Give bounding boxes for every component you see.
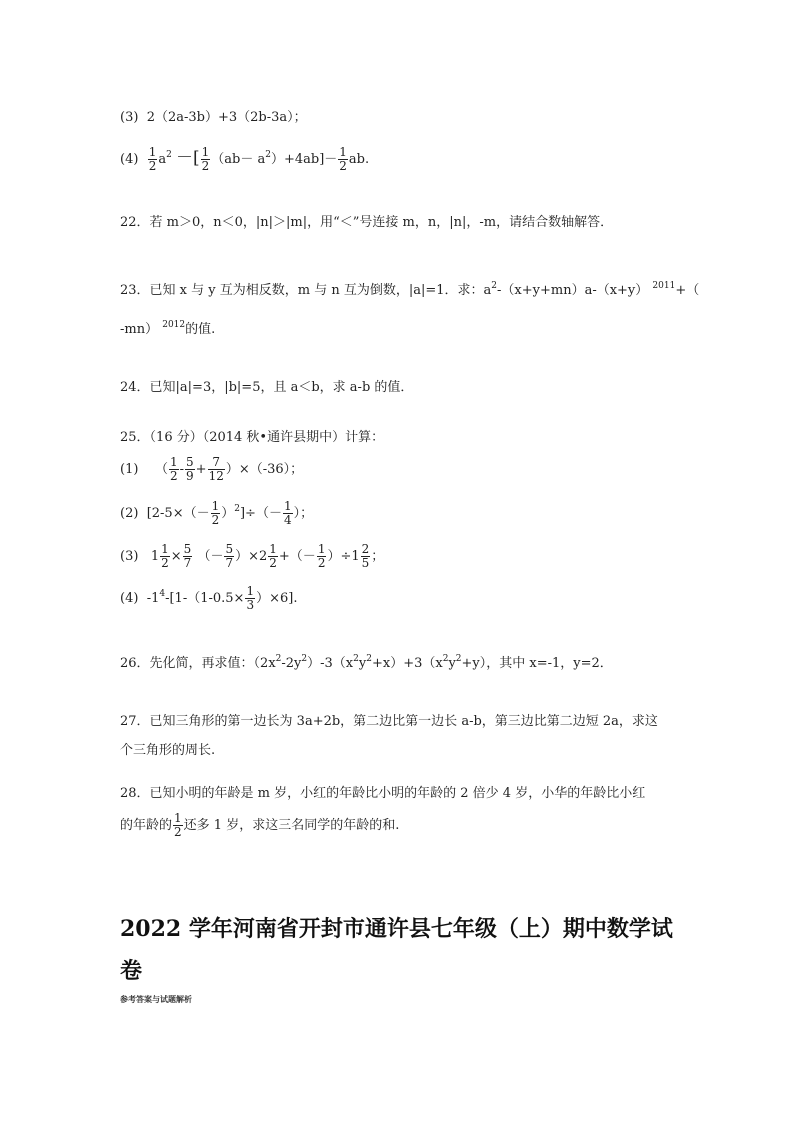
problem-21-3: [120, 110, 307, 126]
var-a: a: [158, 152, 167, 167]
exponent: 2012: [162, 320, 186, 330]
problem-text: 25．（16 分）（2014 秋•通许县期中）计算：: [120, 430, 385, 445]
exam-title-line2: 卷: [120, 958, 143, 984]
problem-25-2: [120, 500, 313, 527]
exponent: 2: [275, 654, 282, 664]
fraction: $\frac{5}{9}$: [186, 455, 194, 483]
operator: ×: [170, 549, 182, 564]
problem-text: 26．先化简，再求值：（2x: [120, 656, 276, 671]
problem-27-line2: [120, 743, 215, 759]
expression: [2-5×（－: [146, 506, 210, 521]
fraction-one-half: $\frac{1}{2}$: [211, 499, 220, 527]
fraction: $\frac{5}{7}$: [183, 542, 192, 570]
item-label: (4): [120, 152, 139, 167]
exponent: 2: [353, 654, 359, 664]
fraction: $\frac{1}{2}$: [269, 542, 277, 570]
expression: ）: [221, 506, 235, 521]
expression: -1: [146, 591, 160, 606]
whole-number: 1: [150, 549, 160, 564]
expression: 2（2a-3b）+3（2b-3a）；: [146, 110, 307, 125]
problem-24: [120, 380, 413, 396]
expression: （ab－ a: [211, 152, 266, 167]
expression: ；: [371, 549, 385, 564]
exponent: 2: [491, 281, 498, 291]
fraction: $\frac{1}{2}$: [169, 455, 178, 483]
problem-28-line1: [120, 786, 645, 802]
exponent: 2: [166, 150, 172, 160]
operator: +: [195, 462, 207, 477]
problem-27-line1: [120, 714, 658, 730]
item-label: (1): [120, 462, 139, 477]
fraction: $\frac{1}{3}$: [246, 584, 255, 612]
expression: ）÷1: [327, 549, 360, 564]
problem-25-head: [120, 430, 384, 446]
problem-text: 22．若 m＞0，n＜0，|n|＞|m|，用“＜”号连接 m，n，|n|，-m，请结合数轴解答．: [120, 215, 614, 230]
problem-25-4: [120, 585, 297, 612]
problem-text: 的值.: [185, 322, 216, 337]
answer-subtitle: 参考答案与试题解析: [120, 994, 192, 1004]
problem-25-3: [120, 543, 384, 570]
problem-22: [120, 215, 613, 231]
problem-28-line2: [120, 812, 399, 839]
bracket-open: －[: [175, 148, 200, 168]
exponent: 2: [455, 654, 462, 664]
expression: ab.: [348, 152, 370, 167]
exponent: 2: [234, 504, 240, 514]
fraction-one-half: $\frac{1}{2}$: [201, 145, 210, 173]
problem-text: y: [448, 656, 456, 671]
fraction: $\frac{1}{2}$: [317, 542, 326, 570]
item-label: (4): [120, 591, 139, 606]
expression: ）+4ab]－: [270, 152, 338, 167]
problem-text: 个三角形的周长.: [120, 743, 216, 758]
item-label: (2): [120, 506, 139, 521]
fraction: $\frac{2}{5}$: [361, 542, 370, 570]
fraction: $\frac{5}{7}$: [225, 542, 234, 570]
problem-text: -（x+y+mn）a-（x+y）: [497, 283, 649, 298]
problem-text: -mn）: [120, 322, 159, 337]
fraction-one-half: $\frac{1}{2}$: [174, 811, 182, 839]
problem-text: 24．已知|a|=3，|b|=5，且 a＜b，求 a-b 的值．: [120, 380, 414, 395]
fraction-one-half: $\frac{1}{2}$: [148, 145, 157, 173]
problem-25-1: [120, 456, 303, 483]
problem-text: y: [358, 656, 367, 671]
exponent: 2011: [652, 281, 676, 291]
expression: ）×（-36）；: [225, 462, 304, 477]
problem-text: -2y: [281, 656, 302, 671]
problem-text: 的年龄的: [120, 818, 173, 833]
problem-text: ）-3（x: [307, 656, 354, 671]
expression: ）；: [293, 506, 314, 521]
expression: ）×6].: [256, 591, 298, 606]
expression: ）×2: [235, 549, 268, 564]
problem-text: 27．已知三角形的第一边长为 3a+2b，第二边比第一边长 a-b，第三边比第二边短 2a，求这: [120, 714, 658, 729]
problem-21-4: [120, 146, 369, 173]
expression: ]÷（－: [239, 506, 282, 521]
exponent: 2: [301, 654, 308, 664]
expression: -[1-（1-0.5×: [165, 591, 245, 606]
problem-23-line1: [120, 278, 699, 299]
fraction: $\frac{1}{4}$: [283, 499, 292, 527]
exam-title-line1: 2022 学年河南省开封市通许县七年级（上）期中数学试: [120, 916, 673, 942]
fraction-one-half: $\frac{1}{2}$: [339, 145, 347, 173]
item-label: (3): [120, 549, 139, 564]
problem-text: 23．已知 x 与 y 互为相反数，m 与 n 互为倒数，|a|=1．求：a: [120, 283, 492, 298]
fraction: $\frac{1}{2}$: [161, 542, 169, 570]
problem-23-line2: [120, 317, 215, 338]
fraction: $\frac{7}{12}$: [208, 455, 224, 483]
exponent: 2: [442, 654, 449, 664]
exponent: 2: [366, 654, 372, 664]
operator: -: [179, 462, 185, 477]
exponent: 4: [159, 589, 166, 599]
problem-text: 还多 1 岁，求这三名同学的年龄的和.: [183, 818, 400, 833]
problem-text: 28．已知小明的年龄是 m 岁，小红的年龄比小明的年龄的 2 倍少 4 岁，小华的年龄比小红: [120, 786, 646, 801]
problem-text: +y），其中 x=-1，y=2．: [461, 656, 613, 671]
item-label: (3): [120, 110, 139, 125]
paren: （: [154, 462, 168, 477]
problem-26: [120, 651, 613, 672]
problem-text: +x）+3（x: [371, 656, 443, 671]
exponent: 2: [265, 150, 271, 160]
problem-text: +（: [675, 283, 700, 298]
expression: （－: [197, 549, 224, 564]
expression: +（－: [278, 549, 316, 564]
